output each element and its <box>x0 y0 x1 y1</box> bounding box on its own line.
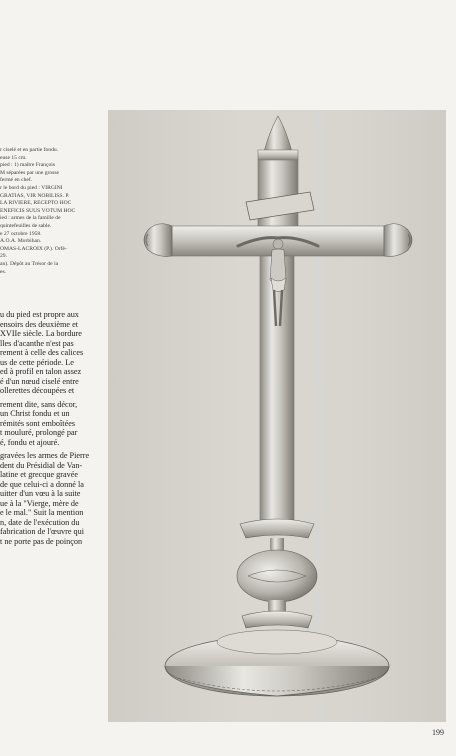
note-line: euse 15 cm. <box>0 154 27 161</box>
body-line: rémités sont emboîtées <box>0 418 76 428</box>
body-line: u du pied est propre aux <box>0 310 79 319</box>
catalogue-notes <box>0 147 100 276</box>
body-line: ue à la "Vierge, mère de <box>0 498 79 508</box>
body-line: uitter d'un vœu à la suite <box>0 489 81 498</box>
note-line: quintefeuilles de sable. <box>0 222 52 229</box>
body-line: ensoirs des deuxième et <box>0 319 78 329</box>
body-line: ed à profil en talon assez <box>0 367 82 376</box>
body-line: ollerettes découpées et <box>0 386 75 395</box>
body-line: n, date de l'exécution du <box>0 517 80 527</box>
note-line: pied : 1) maître François <box>0 162 55 169</box>
note-line: OMAS-LACROIX (P.). Orfè- <box>0 245 67 252</box>
body-line: rement dite, sans décor, <box>0 399 78 409</box>
body-line: un Christ fondu et un <box>0 409 70 418</box>
crucifix-photograph <box>108 110 446 722</box>
note-line: fermé en chef. <box>0 177 33 184</box>
body-line: lles d'acanthe n'est pas <box>0 338 74 348</box>
body-paragraph <box>0 451 100 546</box>
body-line: de que celui-ci a donné la <box>0 479 84 489</box>
note-line: GRATIAS, VIR NOBILISS. P. <box>0 192 70 199</box>
note-line: e 27 octobre 1958. <box>0 230 42 237</box>
body-line: t ne porte pas de poinçon <box>0 536 83 546</box>
note-line: ENEFICIS SUUS VOTUM HOC <box>0 207 76 214</box>
note-line: A.O.A. Morbihan. <box>0 238 42 245</box>
body-line: latine et grecque gravée <box>0 470 78 479</box>
body-text <box>0 310 100 550</box>
body-line: t mouluré, prolongé par <box>0 428 78 437</box>
note-line: ied : armes de la famille de <box>0 215 61 222</box>
note-line: r le bord du pied : VIRGINI <box>0 184 63 191</box>
note-line: r ciselé et en partie fondu. <box>0 147 59 153</box>
body-line: XVIIe siècle. La bordure <box>0 329 82 338</box>
note-line: 29. <box>0 253 7 260</box>
page-number: 199 <box>432 728 444 737</box>
body-line: e le mal." Suit la mention <box>0 508 84 517</box>
body-line: é d'un nœud ciselé entre <box>0 376 79 386</box>
body-line: us de cette période. Le <box>0 357 74 367</box>
body-line: fabrication de l'œuvre qui <box>0 527 85 536</box>
body-line: gravées les armes de Pierre <box>0 451 90 460</box>
note-line: M séparées par une grosse <box>0 169 60 176</box>
note-line: an). Dépôt au Trésor de la <box>0 260 59 267</box>
crucifix-illustration <box>108 110 446 722</box>
body-line: é, fondu et ajouré. <box>0 437 60 447</box>
body-line: rement à celle des calices <box>0 348 84 357</box>
body-line: dent du Présidial de Van- <box>0 460 83 470</box>
body-paragraph <box>0 310 100 396</box>
body-paragraph <box>0 400 100 448</box>
note-line: LA RIVIERE, RECEPTO HOC <box>0 200 72 207</box>
note-line: es. <box>0 268 7 275</box>
